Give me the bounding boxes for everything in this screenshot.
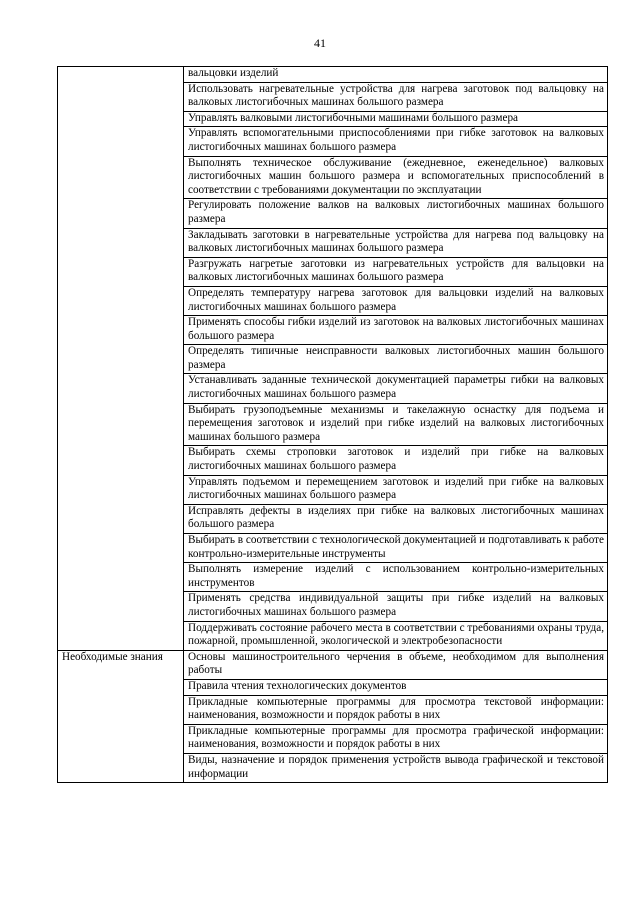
skills-item: Выполнять измерение изделий с использованием контрольно-измерительных инструментов (184, 563, 608, 592)
skills-item: Выбирать в соответствии с технологической документацией и подготавливать к работе контрольно-измерительные инструменты (184, 534, 608, 563)
requirements-table-body (58, 67, 608, 783)
knowledge-item: Правила чтения технологических документов (184, 679, 608, 695)
knowledge-item: Прикладные компьютерные программы для просмотра текстовой информации: наименования, возможности и порядок работы в них (184, 695, 608, 724)
skills-item: Регулировать положение валков на валковых листогибочных машинах большого размера (184, 199, 608, 228)
page-number: 41 (314, 36, 326, 50)
skills-item: Закладывать заготовки в нагревательные устройства для нагрева под вальцовку на валковых листогибочных машинах большого размера (184, 228, 608, 257)
skills-section-label (58, 67, 184, 651)
skills-item: Выбирать грузоподъемные механизмы и такелажную оснастку для подъема и перемещения заготовок и изделий при гибке изделий на валковых листогибочных машинах большого размера (184, 403, 608, 446)
skills-item: Применять средства индивидуальной защиты при гибке изделий на валковых листогибочных машинах большого размера (184, 592, 608, 621)
skills-item: Разгружать нагретые заготовки из нагревательных устройств для вальцовки на валковых листогибочных машинах большого размера (184, 257, 608, 286)
knowledge-item: Основы машиностроительного черчения в объеме, необходимом для выполнения работы (184, 650, 608, 679)
knowledge-section-label: Необходимые знания (58, 650, 184, 782)
skills-item: Применять способы гибки изделий из заготовок на валковых листогибочных машинах большого размера (184, 316, 608, 345)
knowledge-item: Виды, назначение и порядок применения устройств вывода графической и текстовой информации (184, 753, 608, 782)
table-row (58, 67, 608, 83)
skills-item: Управлять подъемом и перемещением заготовок и изделий при гибке на валковых листогибочных машинах большого размера (184, 475, 608, 504)
skills-item: Управлять вспомогательными приспособлениями при гибке заготовок на валковых листогибочных машинах большого размера (184, 127, 608, 156)
skills-item: вальцовки изделий (184, 67, 608, 83)
skills-item: Использовать нагревательные устройства для нагрева заготовок под вальцовку на валковых листогибочных машинах большого размера (184, 82, 608, 111)
knowledge-item: Прикладные компьютерные программы для просмотра графической информации: наименования, возможности и порядок работы в них (184, 724, 608, 753)
skills-item: Исправлять дефекты в изделиях при гибке на валковых листогибочных машинах большого размера (184, 504, 608, 533)
skills-item: Поддерживать состояние рабочего места в соответствии с требованиями охраны труда, пожарной, промышленной, экологической и электробезопасности (184, 621, 608, 650)
skills-item: Определять температуру нагрева заготовок для вальцовки изделий на валковых листогибочных машинах большого размера (184, 286, 608, 315)
skills-item: Выбирать схемы строповки заготовок и изделий при гибке на валковых листогибочных машинах большого размера (184, 446, 608, 475)
skills-item: Устанавливать заданные технической документацией параметры гибки на валковых листогибочных машинах большого размера (184, 374, 608, 403)
skills-item: Определять типичные неисправности валковых листогибочных машин большого размера (184, 345, 608, 374)
skills-item: Управлять валковыми листогибочными машинами большого размера (184, 111, 608, 127)
requirements-table (57, 66, 608, 783)
table-row (58, 650, 608, 679)
skills-item: Выполнять техническое обслуживание (ежедневное, еженедельное) валковых листогибочных машин большого размера и вспомогательных приспособлений в соответствии с требованиями документации по эксплуатации (184, 156, 608, 199)
